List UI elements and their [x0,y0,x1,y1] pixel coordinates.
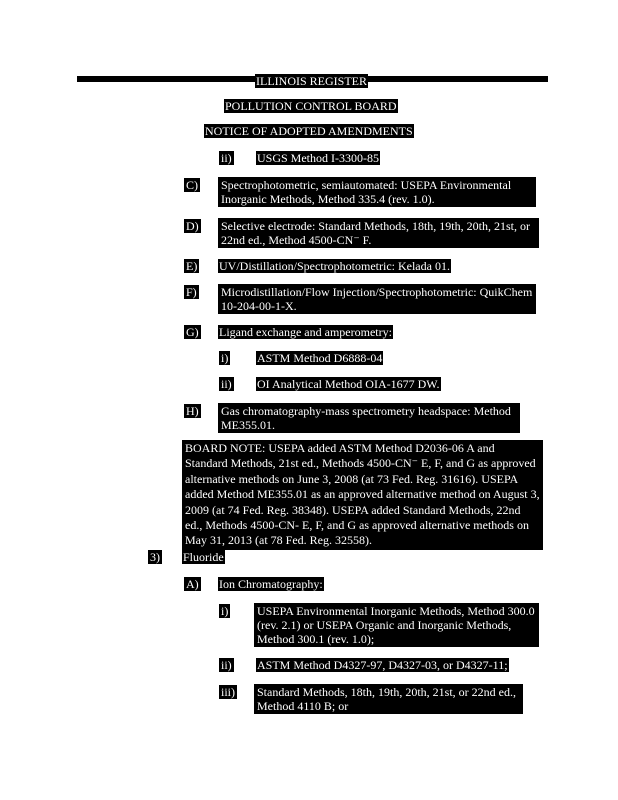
item-line: 10-204-00-1-X. [221,299,297,313]
note-line: added Method ME355.01 as an approved alternative method on August 3, [185,487,540,502]
note-line: May 31, 2013 (at 78 Fed. Reg. 32558). [185,533,372,548]
item-line: ME355.01. [221,418,275,432]
item-text [218,403,520,433]
item-label: iii) [221,685,235,699]
item-line: Standard Methods, 18th, 19th, 20th, 21st, or 22nd ed., [257,685,516,699]
item-label: 3) [150,550,160,564]
item-text: USGS Method I-3300-85 [257,151,379,165]
notice-title: NOTICE OF ADOPTED AMENDMENTS [205,124,413,138]
item-label: F) [186,285,197,299]
item-line: (rev. 2.1) or USEPA Organic and Inorganic Methods, [257,618,512,632]
item-text: ASTM Method D6888-04 [257,351,383,365]
item-text: UV/Distillation/Spectrophotometric: Kelada 01. [219,259,450,273]
item-label: ii) [221,658,232,672]
item-label: H) [186,404,199,418]
item-line: Method 4110 B; or [257,699,349,713]
item-text: OI Analytical Method OIA-1677 DW. [257,377,440,391]
item-label: D) [186,219,199,233]
item-text [254,684,523,714]
item-text: Fluoride [183,550,224,564]
note-line: BOARD NOTE: USEPA added ASTM Method D2036-06 A and [185,441,495,455]
item-line: Gas chromatography-mass spectrometry headspace: Method [221,404,511,418]
item-label: i) [221,351,229,365]
item-text [254,603,539,647]
note-line: Standard Methods, 21st ed., Methods 4500-CN⁻ E, F, and G as approved [185,456,536,471]
note-line: ed., Methods 4500-CN- E, F, and G as approved alternative methods on [185,518,529,533]
item-text [218,218,539,248]
note-line: 2009 (at 74 Fed. Reg. 38348). USEPA added Standard Methods, 22nd [185,502,521,517]
item-line: Microdistillation/Flow Injection/Spectrophotometric: QuikChem [221,285,533,299]
item-label: A) [186,577,199,591]
note-line: alternative methods on June 3, 2008 (at 73 Fed. Reg. 31616). USEPA [185,471,519,486]
item-label: E) [186,259,198,273]
item-label: ii) [221,151,232,165]
item-label: ii) [221,377,232,391]
item-label: G) [186,325,199,339]
item-line: Selective electrode: Standard Methods, 18th, 19th, 20th, 21st, or [221,219,530,233]
item-text: Ion Chromatography: [219,577,323,591]
item-line: USEPA Environmental Inorganic Methods, Method 300.0 [257,604,535,618]
item-line: Spectrophotometric, semiautomated: USEPA Environmental [221,178,512,192]
item-text [218,177,536,207]
item-text: Ligand exchange and amperometry: [219,325,392,339]
item-label: C) [186,178,198,192]
item-line: 22nd ed., Method 4500-CN⁻ F. [221,233,372,247]
item-text: ASTM Method D4327-97, D4327-03, or D4327-11; [257,658,508,672]
item-line: Inorganic Methods, Method 335.4 (rev. 1.0). [221,192,435,206]
item-label: i) [221,604,229,618]
board-note [182,440,543,550]
register-title: ILLINOIS REGISTER [256,74,367,88]
item-line: Method 300.1 (rev. 1.0); [257,632,375,646]
item-text [218,284,536,314]
board-title: POLLUTION CONTROL BOARD [225,99,397,113]
